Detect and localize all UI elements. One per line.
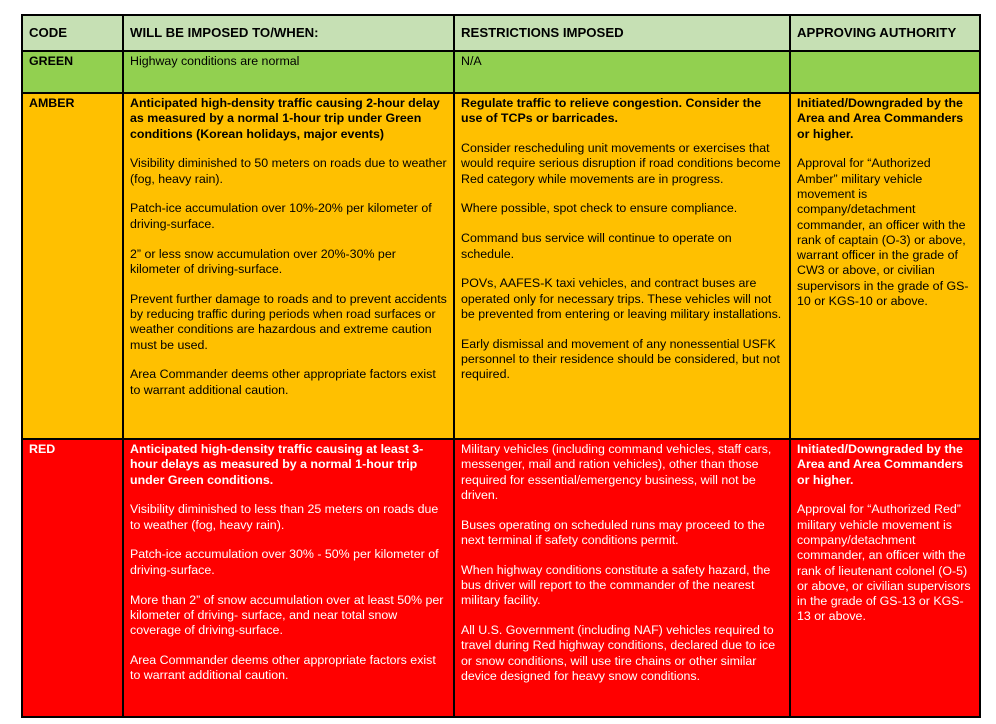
amber-restriction-item: Command bus service will continue to operate on schedule. [461,231,732,261]
red-restriction-item: All U.S. Government (including NAF) vehicles required to travel during Red highway conditions, declared due to ice or snow conditions, will use tire chains or other similar device designed for heavy snow conditions. [461,623,776,684]
amber-imposed-item: Patch-ice accumulation over 10%-20% per kilometer of driving-surface. [130,201,432,231]
amber-imposed-item: 2” or less snow accumulation over 20%-30% per kilometer of driving-surface. [130,246,396,276]
header-authority: APPROVING AUTHORITY [790,15,980,51]
amber-imposed-item: Anticipated high-density traffic causing 2-hour delay as measured by a normal 1-hour trip under Green conditions (Korean holidays, major events) [130,96,440,141]
amber-imposed [123,93,454,439]
amber-authority [790,93,980,439]
amber-restrictions [454,93,790,439]
red-restriction-item: Military vehicles (including command vehicles, staff cars, messenger, mail and ration vehicles), other than those required for essential/emergency business, will not be driven. [461,442,772,502]
red-imposed [123,439,454,717]
red-authority [790,439,980,717]
header-row [22,15,980,51]
amber-imposed-item: Prevent further damage to roads and to prevent accidents by reducing traffic during periods when road surfaces or weather conditions are hazardous and extreme caution must be used. [130,291,447,352]
red-authority-item: Approval for “Authorized Red” military vehicle movement is company/detachment commander, an officer with the rank of lieutenant colonel (O-5) or above, or civilian supervisors in the grade of GS-13 or KGS-13 or above. [797,502,971,624]
amber-imposed-item: Area Commander deems other appropriate factors exist to warrant additional caution. [130,367,436,397]
red-imposed-item: Anticipated high-density traffic causing at least 3-hour delays as measured by a normal 1-hour trip under Green conditions. [130,442,424,487]
red-imposed-item: Visibility diminished to less than 25 meters on roads due to weather (fog, heavy rain). [130,502,439,532]
amber-restriction-item: Early dismissal and movement of any nonessential USFK personnel to their residence should be considered, but not required. [461,336,780,382]
header-imposed: WILL BE IMPOSED TO/WHEN: [123,15,454,51]
green-authority [790,51,980,93]
red-authority-item: Initiated/Downgraded by the Area and Area Commanders or higher. [797,442,964,487]
red-code: RED [22,439,123,717]
amber-restriction-item: POVs, AAFES-K taxi vehicles, and contract buses are operated only for necessary trips. These vehicles will not be prevented from entering or leaving military installations. [461,276,782,321]
red-row [22,439,980,717]
green-imposed: Highway conditions are normal [123,51,454,93]
red-imposed-item: Area Commander deems other appropriate factors exist to warrant additional caution. [130,652,436,683]
red-restrictions [454,439,790,717]
green-row [22,51,980,93]
amber-restriction-item: Where possible, spot check to ensure compliance. [461,201,738,216]
amber-restriction-item: Regulate traffic to relieve congestion. Consider the use of TCPs or barricades. [461,96,762,126]
road-condition-table [21,14,981,718]
amber-authority-item: Approval for “Authorized Amber” military vehicle movement is company/detachment commander, an officer with the rank of captain (O-3) or above, warrant officer in the grade of CW3 or above, or civilian supervisors in the grade of GS-10 or KGS-10 or above. [797,156,969,309]
header-code: CODE [22,15,123,51]
red-imposed-item: More than 2” of snow accumulation over at least 50% per kilometer of driving- surface, and near total snow coverage of driving-surface. [130,592,444,638]
amber-imposed-item: Visibility diminished to 50 meters on roads due to weather (fog, heavy rain). [130,156,447,186]
amber-restriction-item: Consider rescheduling unit movements or exercises that would require serious disruption if road conditions become Red category while movements are in progress. [461,141,781,186]
amber-authority-item: Initiated/Downgraded by the Area and Area Commanders or higher. [797,96,964,141]
red-restriction-item: Buses operating on scheduled runs may proceed to the next terminal if safety conditions permit. [461,517,765,547]
amber-code: AMBER [22,93,123,439]
red-restriction-item: When highway conditions constitute a safety hazard, the bus driver will report to the commander of the nearest military facility. [461,562,771,608]
header-restrictions: RESTRICTIONS IMPOSED [454,15,790,51]
amber-row [22,93,980,439]
green-restrictions: N/A [454,51,790,93]
red-imposed-item: Patch-ice accumulation over 30% - 50% per kilometer of driving-surface. [130,547,439,577]
green-code: GREEN [22,51,123,93]
